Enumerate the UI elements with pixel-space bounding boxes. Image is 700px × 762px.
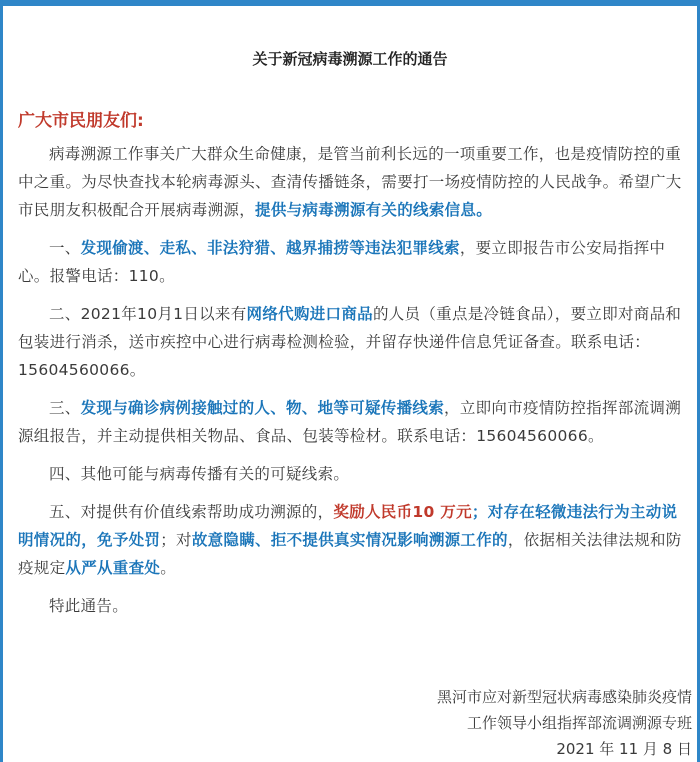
highlight-contact-clues: 发现与确诊病例接触过的人、物、地等可疑传播线索 <box>80 399 445 417</box>
closing: 特此通告。 <box>49 597 129 615</box>
item-1: 一、发现偷渡、走私、非法狩猎、越界捕捞等违法犯罪线索，要立即报告市公安局指挥中心。报警电话：110。 <box>18 239 666 285</box>
signature-line-1: 黑河市应对新型冠状病毒感染肺炎疫情 <box>436 688 692 706</box>
top-border <box>0 0 700 6</box>
left-border <box>0 0 3 762</box>
highlight-severe-punishment: 从严从重查处 <box>65 559 161 577</box>
signature-line-2: 工作领导小组指挥部流调溯源专班 <box>466 714 692 732</box>
intro-paragraph: 病毒溯源工作事关广大群众生命健康，是管当前利长远的一项重要工作，也是疫情防控的重中之重。为尽快查找本轮病毒源头、查清传播链条，需要打一场疫情防控的人民战争。希望广大市民朋友积极配合开展病毒溯源，提供与病毒溯源有关的线索信息。 <box>18 145 682 219</box>
greeting: 广大市民朋友们: <box>18 111 144 131</box>
item-2: 二、2021年10月1日以来有网络代购进口商品的人员（重点是冷链食品），要立即对商品和包装进行消杀，送市疾控中心进行病毒检测检验，并留存快递件信息凭证备查。联系电话：15604560066。 <box>18 305 682 379</box>
highlight-crime-clues: 发现偷渡、走私、非法狩猎、越界捕捞等违法犯罪线索 <box>80 239 460 257</box>
highlight-clue-info: 提供与病毒溯源有关的线索信息。 <box>255 201 493 219</box>
notice-body <box>18 140 684 630</box>
signature-date: 2021 年 11 月 8 日 <box>556 740 692 758</box>
item-4: 四、其他可能与病毒传播有关的可疑线索。 <box>49 465 350 483</box>
highlight-concealment: 故意隐瞒、拒不提供真实情况影响溯源工作的 <box>191 531 508 549</box>
item-3: 三、发现与确诊病例接触过的人、物、地等可疑传播线索，立即向市疫情防控指挥部流调溯源组报告，并主动提供相关物品、食品、包装等检材。联系电话：15604560066。 <box>18 399 682 445</box>
highlight-online-purchase: 网络代购进口商品 <box>246 305 373 323</box>
highlight-exemption: 对存在轻微违法行为主动说明情况的，免予处罚 <box>18 503 678 549</box>
item-5: 五、对提供有价值线索帮助成功溯源的，奖励人民币10 万元；对存在轻微违法行为主动说明情况的，免予处罚；对故意隐瞒、拒不提供真实情况影响溯源工作的，依据相关法律法规和防疫规定从严从重查处。 <box>18 503 682 577</box>
notice-title: 关于新冠病毒溯源工作的通告 <box>252 50 448 68</box>
highlight-reward: 奖励人民币10 万元 <box>333 503 472 521</box>
